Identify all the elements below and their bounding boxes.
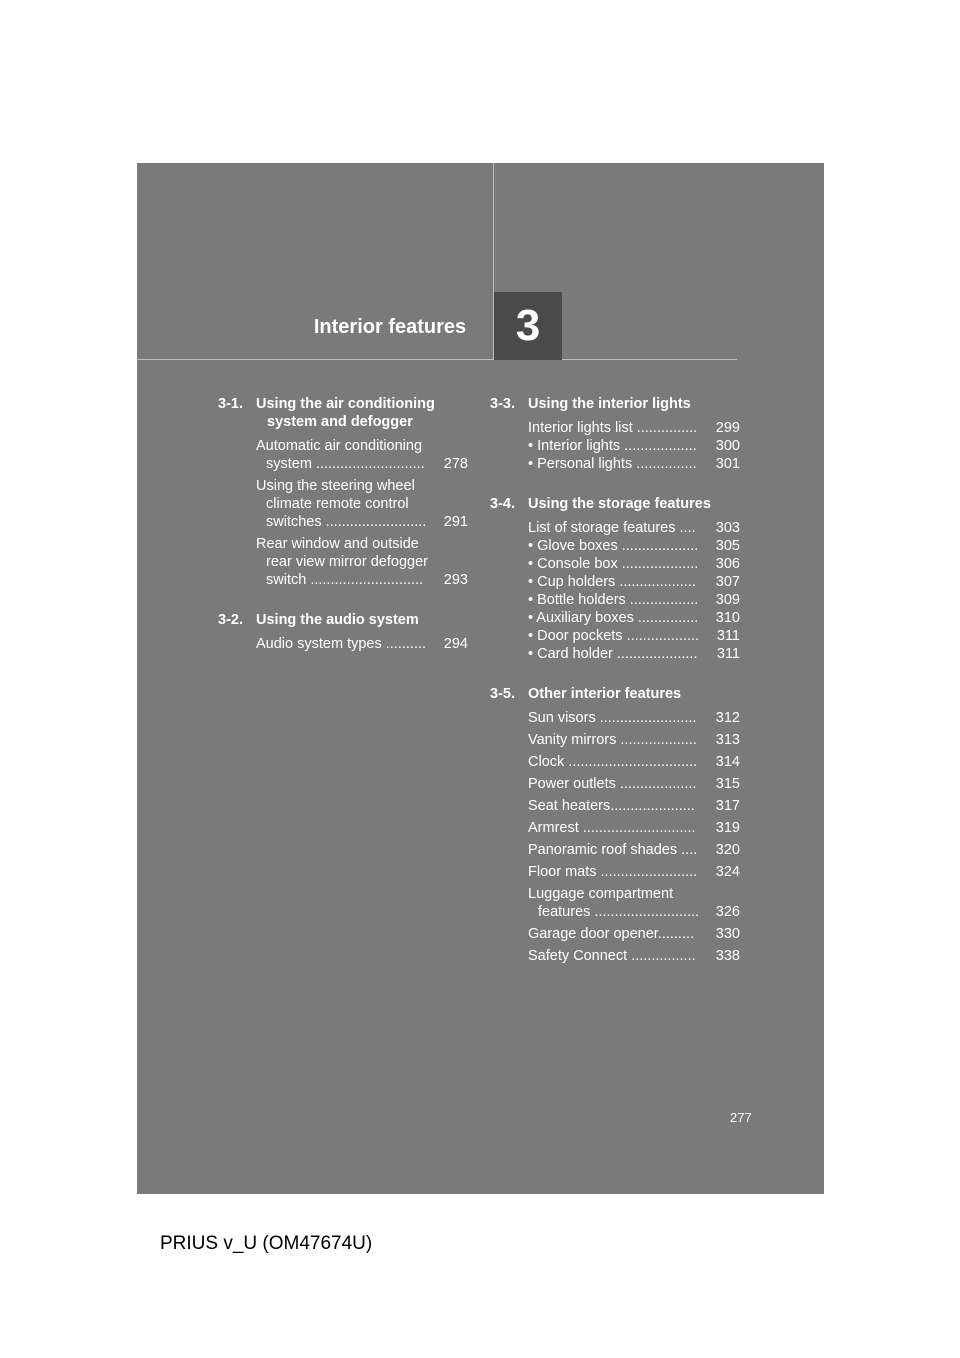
- page-ref: 294: [443, 636, 468, 652]
- page-ref: 305: [715, 538, 740, 554]
- section-title-cont: system and defogger: [267, 414, 413, 430]
- page-ref: 317: [715, 798, 740, 814]
- toc-section: [218, 611, 468, 653]
- toc-entry[interactable]: Panoramic roof shades .... 320: [528, 842, 740, 858]
- chapter-number-badge: 3: [494, 292, 562, 360]
- toc-entry[interactable]: • Personal lights ............... 301: [528, 456, 740, 472]
- section-title: Using the interior lights: [528, 396, 691, 412]
- page-ref: 320: [715, 842, 740, 858]
- toc-entry[interactable]: Automatic air conditioning system ........................... 278: [256, 438, 468, 472]
- toc-entry[interactable]: Power outlets ................... 315: [528, 776, 740, 792]
- toc-entry[interactable]: Interior lights list ............... 299: [528, 420, 740, 436]
- section-number: 3-4.: [490, 496, 515, 512]
- toc-entry[interactable]: • Card holder .................... 311: [528, 646, 740, 662]
- page-ref: 278: [443, 456, 468, 472]
- divider-horizontal: [137, 359, 737, 360]
- toc-entry[interactable]: • Glove boxes ................... 305: [528, 538, 740, 554]
- toc-entry[interactable]: List of storage features .... 303: [528, 520, 740, 536]
- section-number: 3-3.: [490, 396, 515, 412]
- section-title: Other interior features: [528, 686, 682, 702]
- page-ref: 299: [715, 420, 740, 436]
- toc-right-column: [490, 395, 740, 987]
- page-ref: 291: [443, 514, 468, 530]
- page-ref: 313: [715, 732, 740, 748]
- page-ref: 303: [715, 520, 740, 536]
- toc-section: [218, 395, 468, 589]
- page-ref: 301: [715, 456, 740, 472]
- toc-section: [490, 495, 740, 663]
- toc-entry[interactable]: • Cup holders ................... 307: [528, 574, 740, 590]
- toc-entry[interactable]: • Console box ................... 306: [528, 556, 740, 572]
- page-ref: 310: [715, 610, 740, 626]
- toc-entry[interactable]: • Auxiliary boxes ............... 310: [528, 610, 740, 626]
- toc-entry[interactable]: Audio system types .......... 294: [256, 636, 468, 652]
- page-ref: 314: [715, 754, 740, 770]
- page-ref: 300: [715, 438, 740, 454]
- page-ref: 330: [715, 926, 740, 942]
- toc-section: [490, 685, 740, 965]
- toc-entry[interactable]: • Door pockets .................. 311: [528, 628, 740, 644]
- section-title: Using the audio system: [256, 612, 419, 628]
- page-number: 277: [730, 1110, 752, 1125]
- page-ref: 326: [715, 904, 740, 920]
- toc-entry[interactable]: • Interior lights .................. 300: [528, 438, 740, 454]
- toc-entry[interactable]: Sun visors ........................ 312: [528, 710, 740, 726]
- section-number: 3-5.: [490, 686, 515, 702]
- page-ref: 315: [715, 776, 740, 792]
- toc-section: [490, 395, 740, 473]
- toc-entry[interactable]: Floor mats ........................ 324: [528, 864, 740, 880]
- toc-entry[interactable]: • Bottle holders ................. 309: [528, 592, 740, 608]
- page-ref: 312: [715, 710, 740, 726]
- page-ref: 307: [715, 574, 740, 590]
- page-ref: 324: [715, 864, 740, 880]
- toc-entry[interactable]: Seat heaters..................... 317: [528, 798, 740, 814]
- toc-left-column: [218, 395, 468, 675]
- page-ref: 338: [715, 948, 740, 964]
- page-ref: 306: [715, 556, 740, 572]
- toc-entry[interactable]: Garage door opener......... 330: [528, 926, 740, 942]
- section-number: 3-2.: [218, 612, 243, 628]
- toc-entry[interactable]: Clock ................................ 314: [528, 754, 740, 770]
- toc-entry[interactable]: Safety Connect ................ 338: [528, 948, 740, 964]
- section-number: 3-1.: [218, 396, 243, 412]
- toc-entry[interactable]: Rear window and outside rear view mirror defogger switch ............................ 293: [256, 536, 468, 588]
- toc-entry[interactable]: Luggage compartment features .......................... 326: [528, 886, 740, 920]
- toc-entry[interactable]: Vanity mirrors ................... 313: [528, 732, 740, 748]
- chapter-title: Interior features: [313, 316, 467, 338]
- section-title: Using the storage features: [528, 496, 711, 512]
- toc-entry[interactable]: Armrest ............................ 319: [528, 820, 740, 836]
- page-ref: 311: [716, 646, 740, 662]
- toc-entry[interactable]: Using the steering wheel climate remote control switches ......................... 291: [256, 478, 468, 530]
- page-ref: 319: [715, 820, 740, 836]
- page-ref: 309: [715, 592, 740, 608]
- section-title: Using the air conditioning: [256, 396, 435, 412]
- page-ref: 293: [443, 572, 468, 588]
- footer-model-code: PRIUS v_U (OM47674U): [160, 1233, 373, 1254]
- page-ref: 311: [716, 628, 740, 644]
